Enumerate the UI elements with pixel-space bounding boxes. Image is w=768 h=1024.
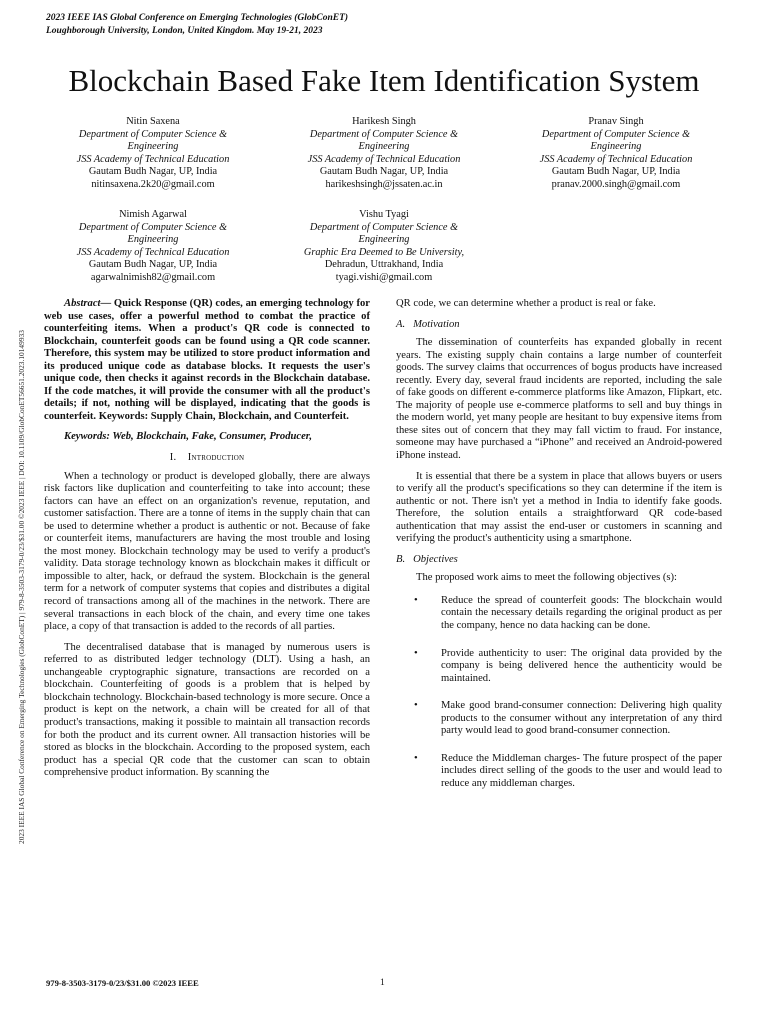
author-department: Department of Computer Science & — [309, 221, 459, 233]
abstract-dash: — — [100, 298, 114, 309]
subsection-label: B. — [396, 553, 406, 565]
section-heading-introduction — [44, 452, 370, 465]
conference-name: 2023 IEEE IAS Global Conference on Emerging Technologies (GlobConET) — [46, 13, 349, 23]
author-department-cont: Engineering — [590, 141, 642, 153]
author-affiliation: JSS Academy of Technical Education — [76, 153, 230, 165]
bullet-icon: • — [414, 752, 418, 764]
list-item-text: Reduce the spread of counterfeit goods: The blockchain would contain the necessary details regarding the original product as per the company, hence no data hacking can be done. — [441, 594, 722, 632]
author-block — [274, 116, 494, 192]
intro-paragraph-1: When a technology or product is developed globally, there are always risk factors like duplication and counterfeiting to take into account; these factors can have an effect on an organization's revenue, reputation, and customer satisfaction. There are a tonne of items in the supply chain that can be used to determine whether a product is authentic or not. Because of fake or counterfeit items, manufacturers are having the most trouble and losing the most money. Blockchain technology may be used to verify a product's validity. Data storage technology known as blockchain makes it difficult or impossible to alter, hack, or defraud the system. Blockchain is the general term for a network of computer systems that copies and distributes a digital record of transactions among all of the machines in the network. There are several transactions in each block of the chain, and every time one takes place, a copy of that transaction is added to the records of all parties. — [44, 470, 370, 633]
author-location: Dehradun, Uttrakhand, India — [324, 259, 444, 271]
author-location: Gautam Budh Nagar, UP, India — [319, 166, 449, 178]
author-department: Department of Computer Science & — [78, 128, 228, 140]
list-item — [396, 595, 722, 633]
right-column — [396, 298, 722, 806]
author-department-cont: Engineering — [358, 234, 410, 246]
intro-paragraph-2-continued: QR code, we can determine whether a product is real or fake. — [396, 298, 656, 309]
intro-paragraph-2: The decentralised database that is managed by numerous users is referred to as distributed ledger technology (DLT). Using a hash, an unchangeable cryptographic signature, transactions are recorded on a blockchain. Counterfeiting of goods is a problem that is helped by blockchain technology. Blockchain-based technology is more secure. Once a product is kept on the network, a chain will be created for all of that product's transactions, making it possible to maintain all transaction records for both the product and its current owner. All transaction histories will be stored as blocks in the blockchain. According to the proposed system, each product has a special QR code that the customer can scan to obtain comprehensive product information. By scanning the — [44, 641, 370, 779]
keywords: Keywords: Web, Blockchain, Fake, Consumer, Producer, — [64, 431, 312, 443]
conference-header — [46, 12, 646, 38]
list-item-text: Make good brand-consumer connection: Delivering high quality products to the consumer without any interpretation of any third party would lead to good brand-consumer connection. — [441, 700, 722, 737]
bullet-icon: • — [414, 594, 418, 606]
list-item-text: Provide authenticity to user: The original data provided by the company is being delivered hence the authenticity would be maintained. — [441, 647, 722, 684]
author-department-cont: Engineering — [127, 234, 179, 246]
author-location: Gautam Budh Nagar, UP, India — [88, 259, 218, 271]
author-name: Nitin Saxena — [126, 116, 180, 127]
author-name: Vishu Tyagi — [359, 209, 409, 220]
author-department-cont: Engineering — [358, 141, 410, 153]
bullet-icon: • — [414, 647, 418, 659]
author-affiliation: JSS Academy of Technical Education — [539, 153, 693, 165]
abstract-label: Abstract — [64, 298, 101, 309]
left-column — [44, 298, 370, 788]
page-number: 1 — [380, 978, 385, 988]
author-affiliation: Graphic Era Deemed to Be University, — [303, 246, 465, 258]
author-affiliation: JSS Academy of Technical Education — [307, 153, 461, 165]
subsection-title: Objectives — [413, 553, 458, 565]
motivation-paragraph-2: It is essential that there be a system in place that allows buyers or users to verify all the product's specifications so they can determine if the item is authentic or not. There isn't yet a method in India to identify fake goods. Therefore, the solution entails a straightforward QR code-based authentication that may assist the end-user or customers in scanning and verifying the product's authenticity using a smartphone. — [396, 470, 722, 545]
author-department-cont: Engineering — [127, 141, 179, 153]
abstract-text: Quick Response (QR) codes, an emerging technology for web use cases, offer a powerful method to combat the practice of counterfeiting items. When a product's QR code is connected to Blockchain, counterfeit goods can be found using a QR code scanner. Therefore, this system may be utilized to store product information and its produced unique code as database blocks. It requests the user's unique code, then checks it against records in the Blockchain database. If the code matches, it will provide the consumer with all the product's details; if not, nothing will be displayed, indicating that the goods is counterfeit. Keywords: Supply Chain, Blockchain, and Counterfeit. — [44, 298, 370, 422]
conference-location: Loughborough University, London, United Kingdom. May 19-21, 2023 — [46, 26, 323, 36]
author-department: Department of Computer Science & — [309, 128, 459, 140]
author-email: harikeshsingh@jssaten.ac.in — [325, 178, 443, 190]
side-margin-doi — [16, 172, 28, 844]
author-name: Pranav Singh — [588, 116, 644, 127]
objectives-intro: The proposed work aims to meet the following objectives (s): — [416, 572, 677, 584]
footer-copyright: 979-8-3503-3179-0/23/$31.00 ©2023 IEEE — [46, 978, 199, 988]
abstract — [44, 298, 370, 423]
author-location: Gautam Budh Nagar, UP, India — [551, 166, 681, 178]
subsection-label: A. — [396, 318, 406, 330]
author-department: Department of Computer Science & — [541, 128, 691, 140]
author-block — [43, 209, 263, 285]
author-email: tyagi.vishi@gmail.com — [335, 271, 433, 283]
author-block — [43, 116, 263, 192]
subsection-title: Motivation — [413, 318, 460, 330]
author-block — [274, 209, 494, 285]
list-item — [396, 700, 722, 738]
author-email: pranav.2000.singh@gmail.com — [551, 178, 681, 190]
author-name: Harikesh Singh — [352, 116, 416, 127]
list-item — [396, 753, 722, 791]
list-item — [396, 648, 722, 686]
paper-title: Blockchain Based Fake Item Identification System — [68, 63, 700, 98]
list-item-text: Reduce the Middleman charges- The future prospect of the paper includes direct selling of the goods to the user and would lead to reduce any middleman charges. — [441, 752, 722, 789]
motivation-paragraph-1: The dissemination of counterfeits has expanded globally in recent years. The existing supply chain contains a large number of counterfeit goods. The survey claims that occurrences of bogus products have increased recently. Every day, several fraud incidents are reported, including the sale of fake goods on different e-commerce platforms like Amazon, Flipkart, etc. The majority of people use e-commerce platforms to sell and buy things in the modern world, yet many people are hesitant to buy expensive items from these sites out of concern that they may fall victim to fraud. For instance, someone may have purchased a “iPhone” and received an Android-powered iPhone instead. — [396, 337, 722, 462]
section-number: I. — [169, 452, 177, 464]
author-block — [506, 116, 726, 192]
subsection-heading-objectives — [396, 554, 722, 567]
author-department: Department of Computer Science & — [78, 221, 228, 233]
author-affiliation: JSS Academy of Technical Education — [76, 246, 230, 258]
bullet-icon: • — [414, 700, 418, 712]
subsection-heading-motivation — [396, 319, 722, 332]
side-margin-text: 2023 IEEE IAS Global Conference on Emerging Technologies (GlobConET) | 979-8-3503-3179-0/23/$31.00 ©2023 IEEE | DOI: 10.1109/GlobConET56651.2023.10149933 — [17, 330, 26, 844]
author-name: Nimish Agarwal — [119, 209, 187, 220]
author-location: Gautam Budh Nagar, UP, India — [88, 166, 218, 178]
section-title: Introduction — [187, 452, 245, 464]
author-email: agarwalnimish82@gmail.com — [90, 271, 216, 283]
author-email: nitinsaxena.2k20@gmail.com — [91, 178, 215, 190]
objectives-list — [396, 595, 722, 791]
